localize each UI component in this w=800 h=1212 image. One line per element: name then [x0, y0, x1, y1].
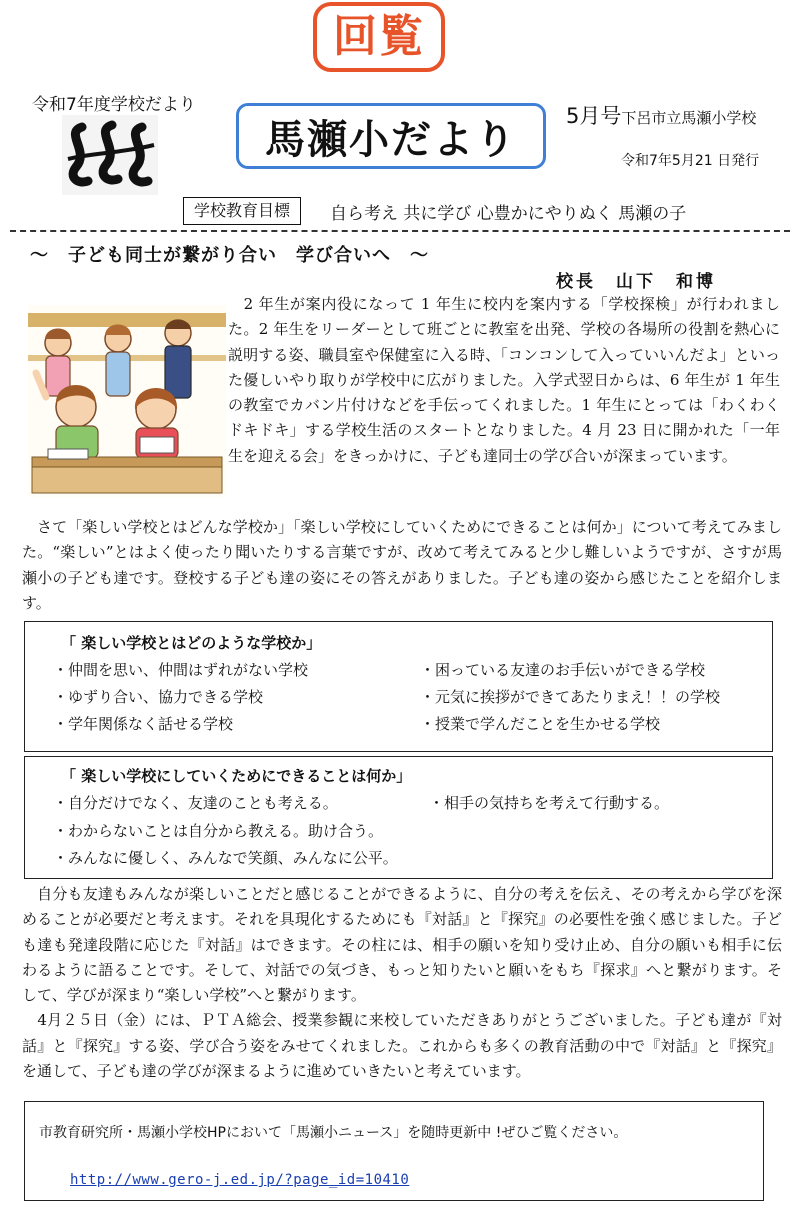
article-headline: 〜 子ども同士が繋がり合い 学び合いへ 〜	[30, 245, 429, 266]
fun-school-item: ・学年関係なく話せる学校	[53, 715, 234, 733]
fun-school-item: ・ゆずり合い、協力できる学校	[53, 688, 264, 706]
website-link[interactable]: http://www.gero-j.ed.jp/?page_id=10410	[70, 1172, 410, 1188]
fun-school-box-title: 「 楽しい学校とはどのような学校か」	[61, 634, 322, 652]
article-paragraphs-closing	[22, 882, 782, 1084]
fun-school-box	[24, 621, 773, 752]
website-notice-box	[24, 1101, 764, 1201]
make-fun-school-item: ・みんなに優しく、みんなで笑顔、みんなに公平。	[53, 849, 398, 867]
make-fun-school-item: ・自分だけでなく、友達のことも考える。	[53, 794, 338, 812]
newsletter-title-box	[236, 103, 546, 169]
fun-school-item: ・元気に挨拶ができてあたりまえ！！の学校	[420, 688, 721, 706]
school-logo	[62, 115, 158, 195]
fun-school-item: ・仲間を思い、仲間はずれがない学校	[53, 661, 309, 679]
make-fun-school-item: ・相手の気持ちを考えて行動する。	[429, 794, 670, 812]
article-paragraph-2: さて「楽しい学校とはどんな学校か」「楽しい学校にしていくためにできることは何か」について考えてみました。“楽しい”とはよく使ったり聞いたりする言葉ですが、改めて考えてみると少し難しいようですが、さすが馬瀬小の子ども達です。登校する子ども達の姿にその答えがありました。子ども達の姿から感じたことを紹介します。	[22, 518, 782, 612]
article-paragraph-4: 4月２５日（金）には、ＰＴＡ総会、授業参観に来校していただきありがとうございました。子ども達が『対話』と『探究』する姿、学び合う姿をみせてくれました。これからも多くの教育活動の中で『対話』と『探究』を通して、子ども達の学びが深まるように進めていきたいと考えています。	[22, 1011, 782, 1081]
issue-date: 令和7年5月21 日発行	[621, 153, 760, 169]
make-fun-school-item: ・わからないことは自分から教える。助け合う。	[53, 822, 384, 840]
classroom-illustration	[28, 305, 226, 497]
make-fun-school-box-title: 「 楽しい学校にしていくためにできることは何か」	[61, 767, 412, 785]
newsletter-title: 馬瀬小だより	[265, 116, 517, 163]
dashed-divider	[10, 230, 790, 232]
issue-month-block	[566, 100, 756, 130]
article-paragraph-3: 自分も友達もみんなが楽しいことだと感じることができるように、自分の考えを伝え、その考えから学びを深めることが必要だと考えます。それを具現化するためにも『対話』と『探究』の必要性を強く感じました。子ども達も発達段階に応じた『対話』はできます。その柱には、相手の願いを知り受け止め、自分の願いも相手に伝わるように語ることです。そして、対話での気づき、もっと知りたいと願いをもち『探求』へと繋がります。そして、学びが深まり“楽しい学校”へと繋がります。	[22, 885, 782, 1005]
website-notice-text: 市教育研究所・馬瀬小学校HPにおいて「馬瀬小ニュース」を随時更新中 !ぜひご覧ください。	[39, 1125, 628, 1141]
fun-school-item: ・授業で学んだことを生かせる学校	[420, 715, 661, 733]
fun-school-item: ・困っている友達のお手伝いができる学校	[420, 661, 706, 679]
education-goal-text: 自ら考え 共に学び 心豊かにやりぬく 馬瀬の子	[330, 204, 687, 224]
education-goal-label: 学校教育目標	[183, 197, 301, 225]
make-fun-school-box	[24, 756, 773, 879]
issue-month: 5月号	[566, 104, 622, 128]
article-paragraph-1: 2 年生が案内役になって 1 年生に校内を案内する「学校探検」が行われました。2 年生をリーダーとして班ごとに教室を出発、学校の各場所の役割を熱心に説明する姿、職員室や保健室に入る時、「コンコンして入っていいんだよ」といった優しいやり取りが学校中に広がりました。入学式翌日からは、6 年生が 1 年生の教室でカバン片付けなどを手伝ってくれました。1 年生にとっては「わくわくドキドキ」する学校生活のスタートとなりました。4 月 23 日に開かれた「一年生を迎える会」をきっかけに、子ども達同士の学び合いが深まっています。	[228, 295, 780, 465]
school-name: 下呂市立馬瀬小学校	[621, 109, 757, 127]
circulation-stamp-label: 回覧	[333, 11, 425, 62]
issue-year-label: 令和7年度学校だより	[32, 95, 196, 115]
circulation-stamp	[313, 2, 445, 72]
article-author: 校長 山下 和博	[556, 272, 716, 292]
